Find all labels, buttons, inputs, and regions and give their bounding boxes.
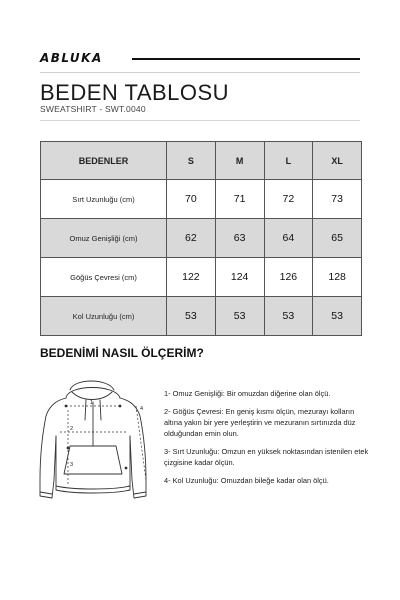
- note-chest: 2- Göğüs Çevresi: En geniş kısmı ölçün, mezurayı kolların altına yakın bir yere yerleştirin ve mezuranın sırtınızda düz olduğundan emin olun.: [164, 407, 356, 438]
- table-cell: 71: [215, 180, 264, 219]
- how-to-measure-title: BEDENİMİ NASIL ÖLÇERİM?: [40, 346, 204, 360]
- sweatshirt-illustration: [30, 376, 155, 506]
- table-row: [41, 219, 362, 258]
- table-header-row: [41, 142, 362, 180]
- size-chart-table: [40, 141, 362, 336]
- table-cell: 62: [167, 219, 216, 258]
- row-label: Omuz Genişliği (cm): [41, 219, 167, 258]
- table-cell: 128: [313, 258, 362, 297]
- header-cell-s: S: [167, 142, 216, 180]
- divider: [40, 72, 360, 73]
- header-cell-sizes: BEDENLER: [41, 142, 167, 180]
- table-row: [41, 297, 362, 336]
- table-cell: 122: [167, 258, 216, 297]
- table-cell: 126: [264, 258, 313, 297]
- divider: [40, 120, 360, 121]
- table-cell: 65: [313, 219, 362, 258]
- page-title: BEDEN TABLOSU: [40, 80, 230, 105]
- table-cell: 73: [313, 180, 362, 219]
- measurement-notes: [164, 388, 374, 493]
- note-back-length: 3- Sırt Uzunluğu: Omzun en yüksek noktasından istenilen etek çizgisine kadar ölçün.: [164, 447, 369, 467]
- row-label: Kol Uzunluğu (cm): [41, 297, 167, 336]
- table-cell: 53: [264, 297, 313, 336]
- note-shoulder-width: 1- Omuz Genişliği: Bir omuzdan diğerine olan ölçü.: [164, 389, 331, 398]
- brand-logo: ABLUKA: [40, 51, 103, 65]
- table-cell: 72: [264, 180, 313, 219]
- header-cell-xl: XL: [313, 142, 362, 180]
- figure-label-4: 4: [140, 406, 144, 412]
- figure-label-3: 3: [70, 462, 74, 468]
- figure-label-2: 2: [70, 426, 74, 432]
- table-row: [41, 258, 362, 297]
- brand-header: [40, 52, 360, 66]
- note-sleeve-length: 4- Kol Uzunluğu: Omuzdan bileğe kadar olan ölçü.: [164, 476, 329, 485]
- table-cell: 124: [215, 258, 264, 297]
- brand-rule: [132, 58, 360, 60]
- table-cell: 64: [264, 219, 313, 258]
- header-cell-m: M: [215, 142, 264, 180]
- table-row: [41, 180, 362, 219]
- table-cell: 53: [167, 297, 216, 336]
- table-cell: 53: [313, 297, 362, 336]
- product-code: SWEATSHIRT - SWT.0040: [40, 104, 146, 114]
- row-label: Göğüs Çevresi (cm): [41, 258, 167, 297]
- row-label: Sırt Uzunluğu (cm): [41, 180, 167, 219]
- table-cell: 63: [215, 219, 264, 258]
- table-cell: 70: [167, 180, 216, 219]
- figure-label-1: 1: [90, 400, 94, 406]
- table-cell: 53: [215, 297, 264, 336]
- header-cell-l: L: [264, 142, 313, 180]
